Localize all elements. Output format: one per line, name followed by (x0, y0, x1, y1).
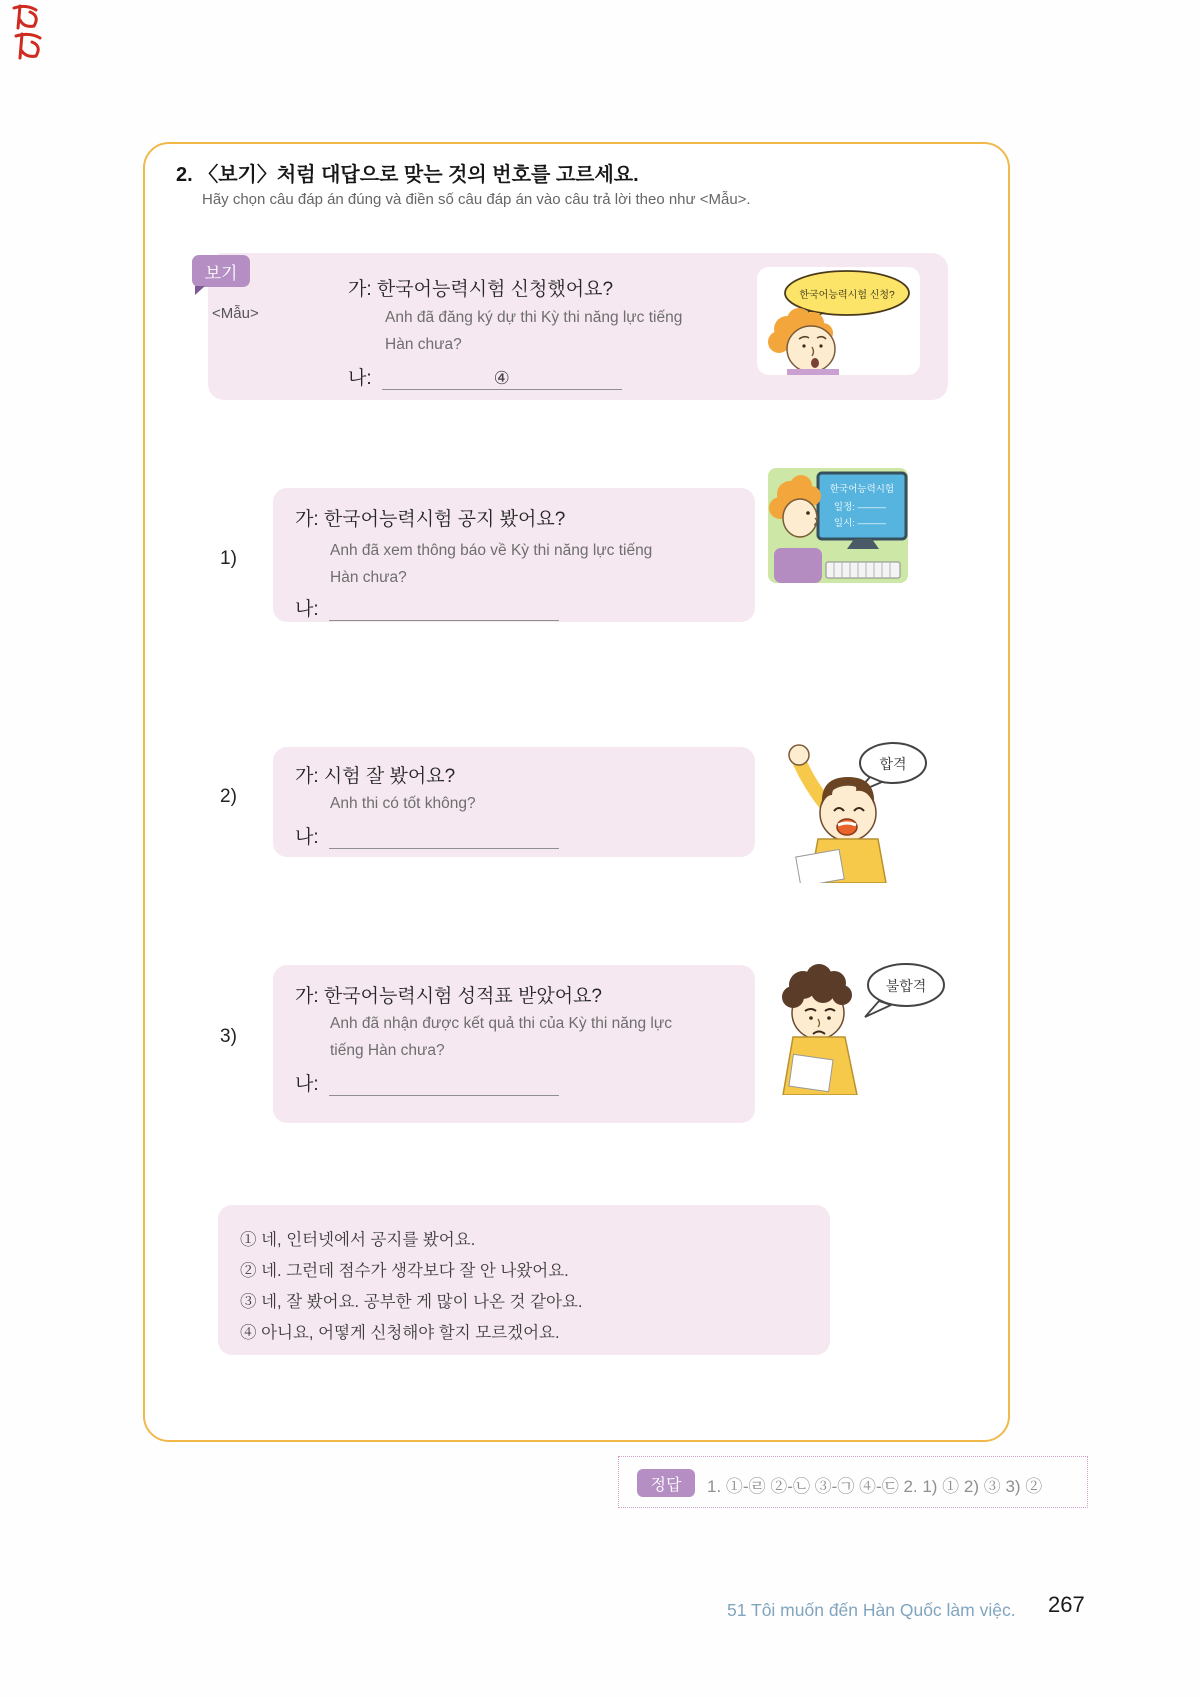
example-bubble-text: 한국어능력시험 신청? (799, 290, 895, 301)
item-1-label: 1) (220, 548, 237, 569)
item-2-question-korean: 가: 시험 잘 봤어요? (295, 766, 456, 787)
example-illustration (757, 267, 920, 375)
option-1: ① 네, 인터넷에서 공지를 봤어요. (240, 1231, 476, 1249)
item-3-illustration (763, 955, 948, 1095)
item-2-illustration (770, 733, 928, 883)
item-3-answer-row (295, 1069, 559, 1096)
item-2-answer-blank (329, 827, 559, 849)
speaker-a-label: 가: (295, 509, 319, 530)
paper (796, 849, 845, 883)
speaker-b-label: 나: (295, 1074, 319, 1095)
item-1-answer-blank (329, 599, 559, 621)
example-badge-sub: <Mẫu> (212, 305, 259, 322)
item-3-label: 3) (220, 1026, 237, 1047)
item-1-question-korean: 가: 한국어능력시험 공지 봤어요? (295, 509, 566, 530)
item-3-question-korean: 가: 한국어능력시험 성적표 받았어요? (295, 986, 603, 1007)
speaker-b-label: 나: (295, 827, 319, 848)
red-pen-mark (6, 2, 52, 64)
person-face (787, 326, 835, 372)
screen-line-1: 한국어능력시험 (829, 484, 895, 495)
example-answer-blank (382, 368, 622, 390)
screen-line-3: 일시: ——— (833, 518, 887, 529)
example-question-vietnamese-1: Anh đã đăng ký dự thi Kỳ thi năng lực tiếng (385, 309, 683, 326)
item-3-question-vietnamese-1: Anh đã nhận được kết quả thi của Kỳ thi năng lực (330, 1015, 672, 1032)
example-badge: 보기 (192, 255, 250, 287)
speaker-a-label: 가: (295, 986, 319, 1007)
item-2-answer-row (295, 822, 559, 849)
option-4: ④ 아니요, 어떻게 신청해야 할지 모르겠어요. (240, 1324, 560, 1342)
item-2-label: 2) (220, 786, 237, 807)
speaker-a-label: 가: (348, 279, 372, 300)
paper (789, 1054, 833, 1091)
exercise-subtitle: Hãy chọn câu đáp án đúng và điền số câu đáp án vào câu trả lời theo như <Mẫu>. (202, 191, 751, 208)
item-1-illustration (768, 468, 908, 583)
item-2-question-vietnamese-1: Anh thi có tốt không? (330, 795, 476, 812)
example-answer-row (348, 363, 622, 390)
speaker-a-label: 가: (295, 766, 319, 787)
item-3-bubble-text: 불합격 (885, 978, 927, 994)
example-answer-mark: ④ (493, 368, 510, 388)
item-2-bubble-text: 합격 (879, 756, 907, 772)
item-1-answer-row (295, 594, 559, 621)
item-3-question-vietnamese-2: tiếng Hàn chưa? (330, 1042, 445, 1059)
footer-chapter-title: 51 Tôi muốn đến Hàn Quốc làm việc. (727, 1600, 1016, 1620)
example-question-korean: 가: 한국어능력시험 신청했어요? (348, 279, 614, 300)
person-face (783, 499, 817, 537)
answer-key-text: 1. ①-㉣ ②-㉡ ③-㉠ ④-㉢ 2. 1) ① 2) ③ 3) ② (707, 1477, 1043, 1496)
item-3-answer-blank (329, 1074, 559, 1096)
screen-line-2: 일정: ——— (833, 502, 887, 513)
option-2: ② 네. 그런데 점수가 생각보다 잘 안 나왔어요. (240, 1262, 569, 1280)
answer-key-badge: 정답 (637, 1469, 695, 1497)
speaker-b-label: 나: (348, 368, 372, 389)
speaker-b-label: 나: (295, 599, 319, 620)
item-1-question-vietnamese-2: Hàn chưa? (330, 569, 407, 586)
item-1-question-vietnamese-1: Anh đã xem thông báo về Kỳ thi năng lực tiếng (330, 542, 653, 559)
footer-page-number: 267 (1048, 1592, 1085, 1617)
example-question-vietnamese-2: Hàn chưa? (385, 336, 462, 353)
answer-key-box (618, 1456, 1088, 1508)
exercise-title: 2. 〈보기〉처럼 대답으로 맞는 것의 번호를 고르세요. (176, 164, 639, 186)
raised-fist (789, 745, 809, 765)
option-3: ③ 네, 잘 봤어요. 공부한 게 많이 나온 것 같아요. (240, 1293, 583, 1311)
